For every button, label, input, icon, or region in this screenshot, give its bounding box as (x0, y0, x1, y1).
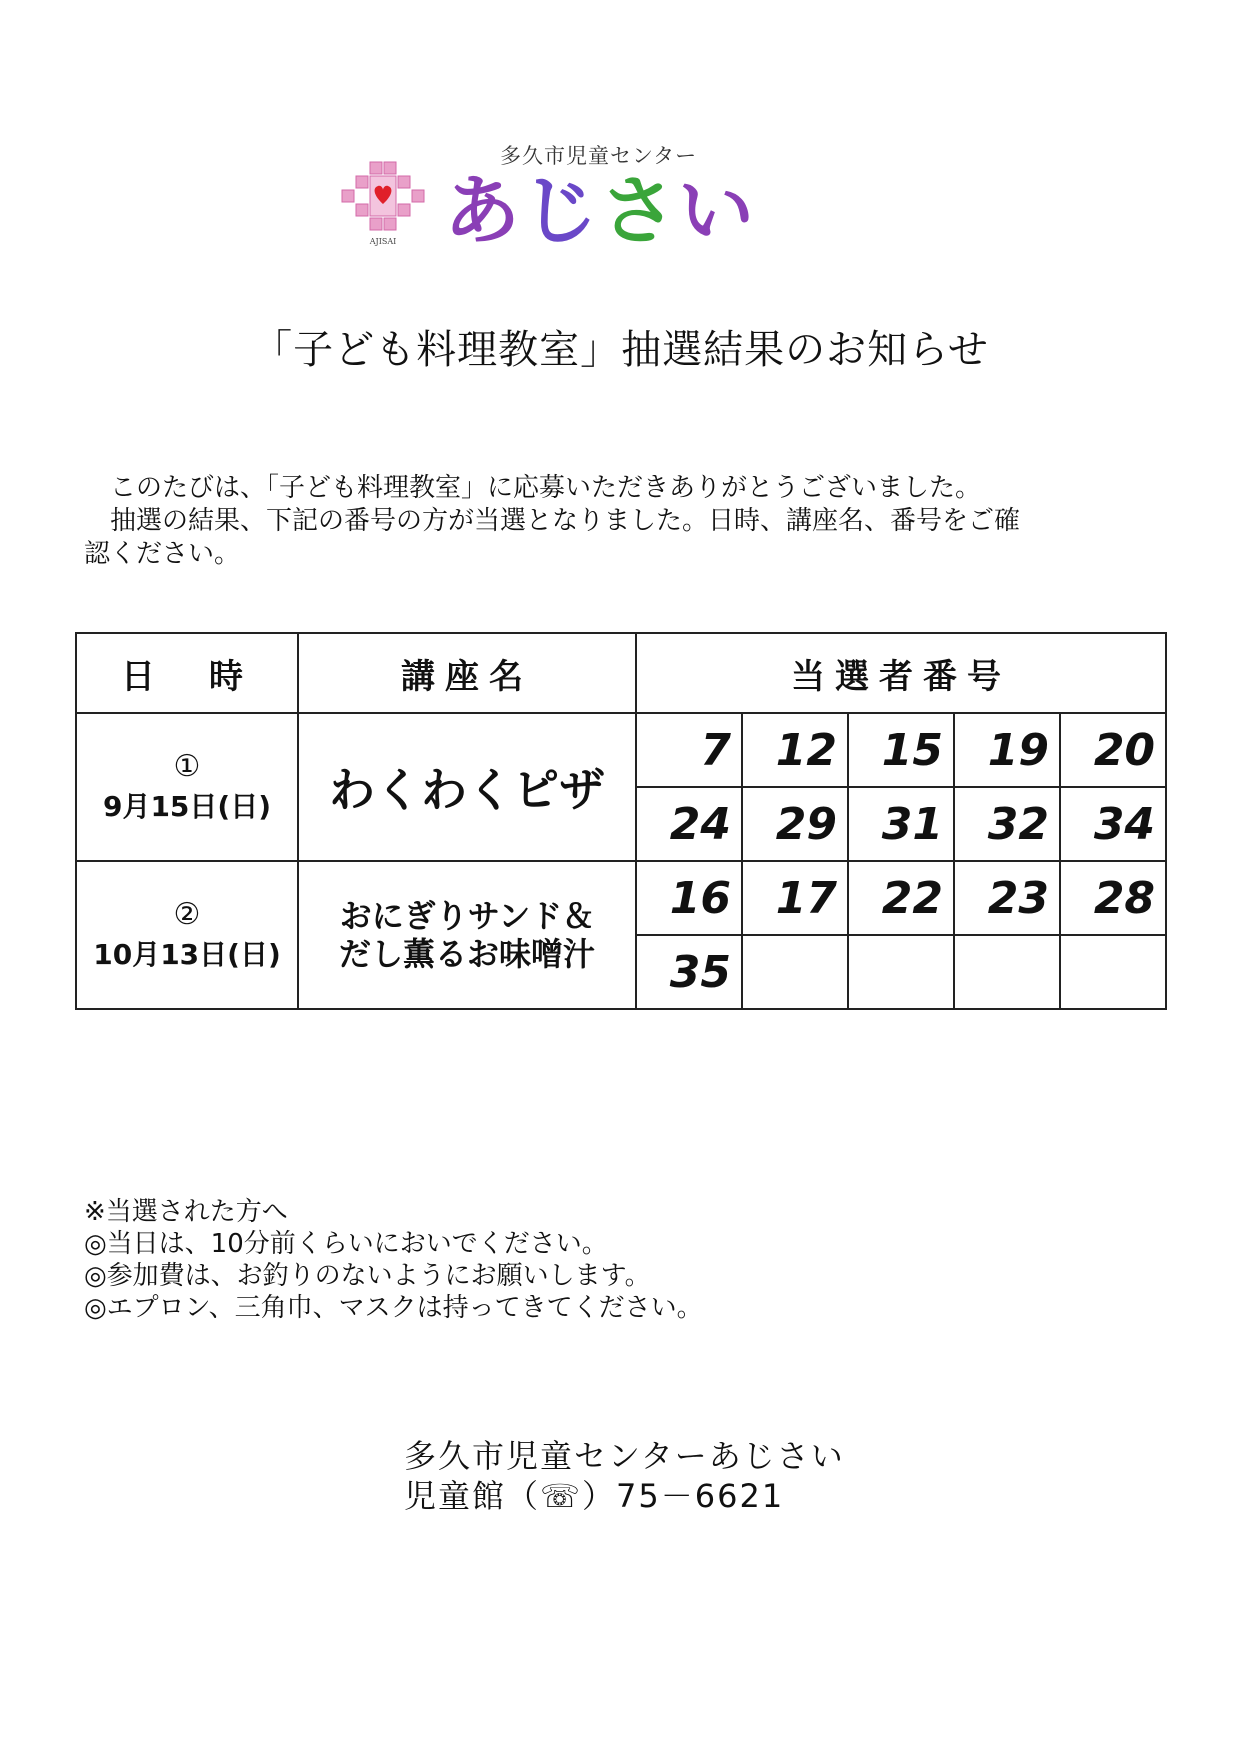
logo (340, 140, 820, 255)
table-row (76, 713, 1166, 787)
winner-number: 7 (636, 713, 742, 787)
session-2-course-line-2: だし薫るお味噌汁 (338, 935, 595, 973)
session-1-marker: ① (173, 749, 201, 784)
footer-org: 多久市児童センターあじさい (404, 1437, 845, 1475)
logo-char-4: い (678, 166, 756, 255)
session-2-course (298, 861, 636, 1009)
winner-number: 12 (742, 713, 848, 787)
page-title: 「子ども料理教室」抽選結果のお知らせ (252, 327, 989, 373)
empty-number-cell (1060, 935, 1166, 1009)
session-2-course-line-1: おにぎりサンド＆ (339, 897, 595, 935)
session-2-date (76, 861, 298, 1009)
footer-contact (404, 1436, 845, 1516)
intro-line-1: このたびは、「子ども料理教室」に応募いただきありがとうございました。 (110, 473, 982, 503)
session-1-date-text: 9月15日(日) (102, 790, 272, 823)
table-row (76, 861, 1166, 935)
logo-char-3: さ (600, 166, 678, 255)
note-line: ※当選された方へ (84, 1197, 288, 1227)
session-1-course-line-1: わくわくピザ (329, 763, 605, 817)
winner-number: 29 (742, 787, 848, 861)
winner-number: 22 (848, 861, 954, 935)
winner-number: 31 (848, 787, 954, 861)
session-1-course (298, 713, 636, 861)
logo-mark-text: AJISAI (369, 237, 397, 246)
header-numbers: 当選者番号 (636, 633, 1166, 713)
logo-big-text (444, 168, 756, 254)
intro-text (84, 472, 1164, 571)
logo-small-text: 多久市児童センター (500, 144, 698, 168)
empty-number-cell (848, 935, 954, 1009)
intro-line-3: 認ください。 (84, 539, 241, 569)
winner-number: 28 (1060, 861, 1166, 935)
logo-char-1: あ (444, 166, 522, 255)
session-1-date (76, 713, 298, 861)
header-course: 講座名 (298, 633, 636, 713)
results-table (75, 632, 1167, 1010)
table-header-row (76, 633, 1166, 713)
hydrangea-logo-icon (340, 160, 426, 246)
header-date: 日 時 (76, 633, 298, 713)
winner-number: 35 (636, 935, 742, 1009)
session-2-date-text: 10月13日(日) (93, 938, 281, 971)
note-line: ◎当日は、10分前くらいにおいでください。 (84, 1229, 608, 1259)
logo-char-2: じ (522, 166, 600, 255)
winner-number: 16 (636, 861, 742, 935)
intro-line-2: 抽選の結果、下記の番号の方が当選となりました。日時、講座名、番号をご確 (110, 506, 1021, 536)
winner-number: 32 (954, 787, 1060, 861)
footer-phone: 児童館（☏）75－6621 (404, 1477, 785, 1515)
note-line: ◎参加費は、お釣りのないようにお願いします。 (84, 1261, 651, 1291)
winner-number: 24 (636, 787, 742, 861)
empty-number-cell (742, 935, 848, 1009)
winner-number: 17 (742, 861, 848, 935)
notes (84, 1196, 703, 1324)
winner-number: 34 (1060, 787, 1166, 861)
note-line: ◎エプロン、三角巾、マスクは持ってきてください。 (84, 1293, 703, 1323)
winner-number: 15 (848, 713, 954, 787)
winner-number: 20 (1060, 713, 1166, 787)
winner-number: 19 (954, 713, 1060, 787)
winner-number: 23 (954, 861, 1060, 935)
session-2-marker: ② (173, 897, 201, 932)
empty-number-cell (954, 935, 1060, 1009)
